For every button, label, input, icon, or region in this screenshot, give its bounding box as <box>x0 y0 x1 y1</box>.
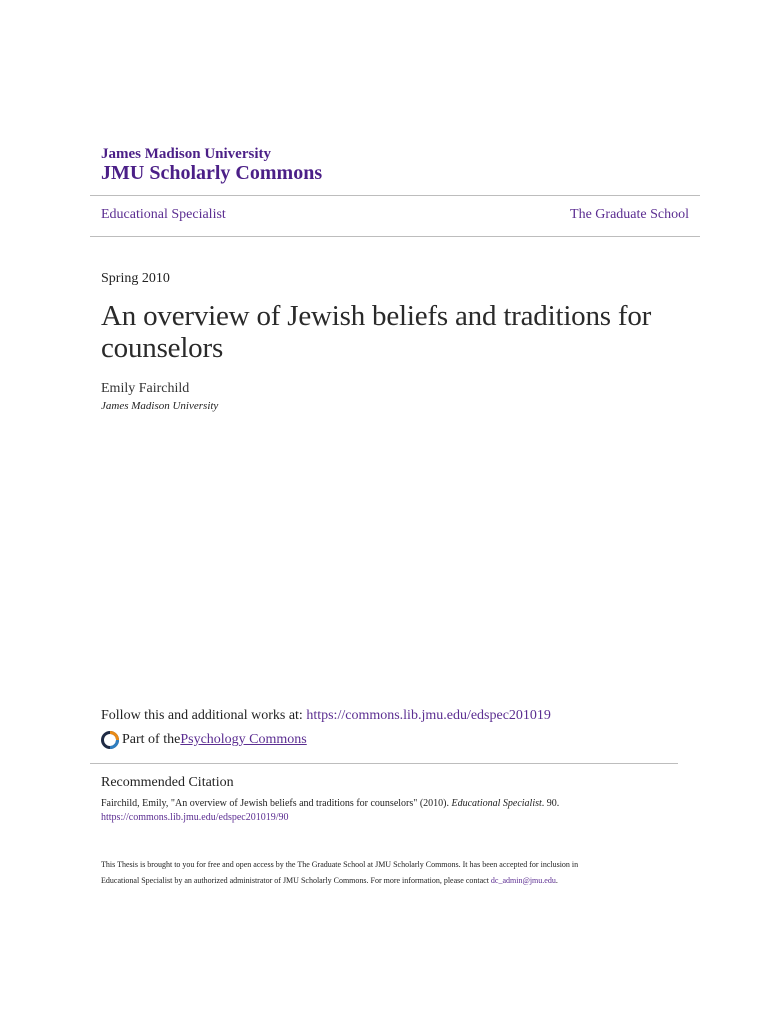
author-affiliation: James Madison University <box>101 400 219 412</box>
nav-divider <box>90 236 700 237</box>
citation-number: . 90. <box>541 798 560 809</box>
bepress-logo-icon <box>101 731 119 749</box>
access-note-line2: Educational Specialist by an authorized administrator of JMU Scholarly Commons. For more information, please contact <box>101 876 491 885</box>
citation-body: Fairchild, Emily, "An overview of Jewish beliefs and traditions for counselors" (2010). <box>101 798 452 809</box>
citation-divider <box>90 763 678 764</box>
psychology-commons-link[interactable]: Psychology Commons <box>180 732 307 747</box>
university-name[interactable]: James Madison University <box>101 146 271 162</box>
contact-email-link[interactable]: dc_admin@jmu.edu <box>490 876 556 885</box>
part-of-prefix: Part of the <box>122 732 181 747</box>
publication-date: Spring 2010 <box>101 271 170 286</box>
author-name: Emily Fairchild <box>101 381 190 396</box>
access-note <box>101 857 701 889</box>
follow-prefix: Follow this and additional works at: <box>101 708 307 723</box>
follow-line <box>101 708 551 724</box>
citation-text <box>101 797 701 825</box>
citation-url-link[interactable]: https://commons.lib.jmu.edu/edspec201019/90 <box>101 812 289 823</box>
collection-link[interactable]: Educational Specialist <box>101 207 226 222</box>
access-note-line1: This Thesis is brought to you for free and open access by the The Graduate School at JMU Scholarly Commons. It has been accepted for inclusion in <box>101 860 579 869</box>
header-divider <box>90 195 700 196</box>
document-title: An overview of Jewish beliefs and traditions for counselors <box>101 300 652 364</box>
citation-journal: Educational Specialist <box>451 798 542 809</box>
department-link[interactable]: The Graduate School <box>570 207 689 222</box>
repository-name[interactable]: JMU Scholarly Commons <box>101 162 323 184</box>
citation-heading: Recommended Citation <box>101 775 234 790</box>
part-of-line <box>101 731 307 749</box>
follow-url-link[interactable]: https://commons.lib.jmu.edu/edspec201019 <box>306 708 551 723</box>
access-note-end: . <box>555 876 558 885</box>
